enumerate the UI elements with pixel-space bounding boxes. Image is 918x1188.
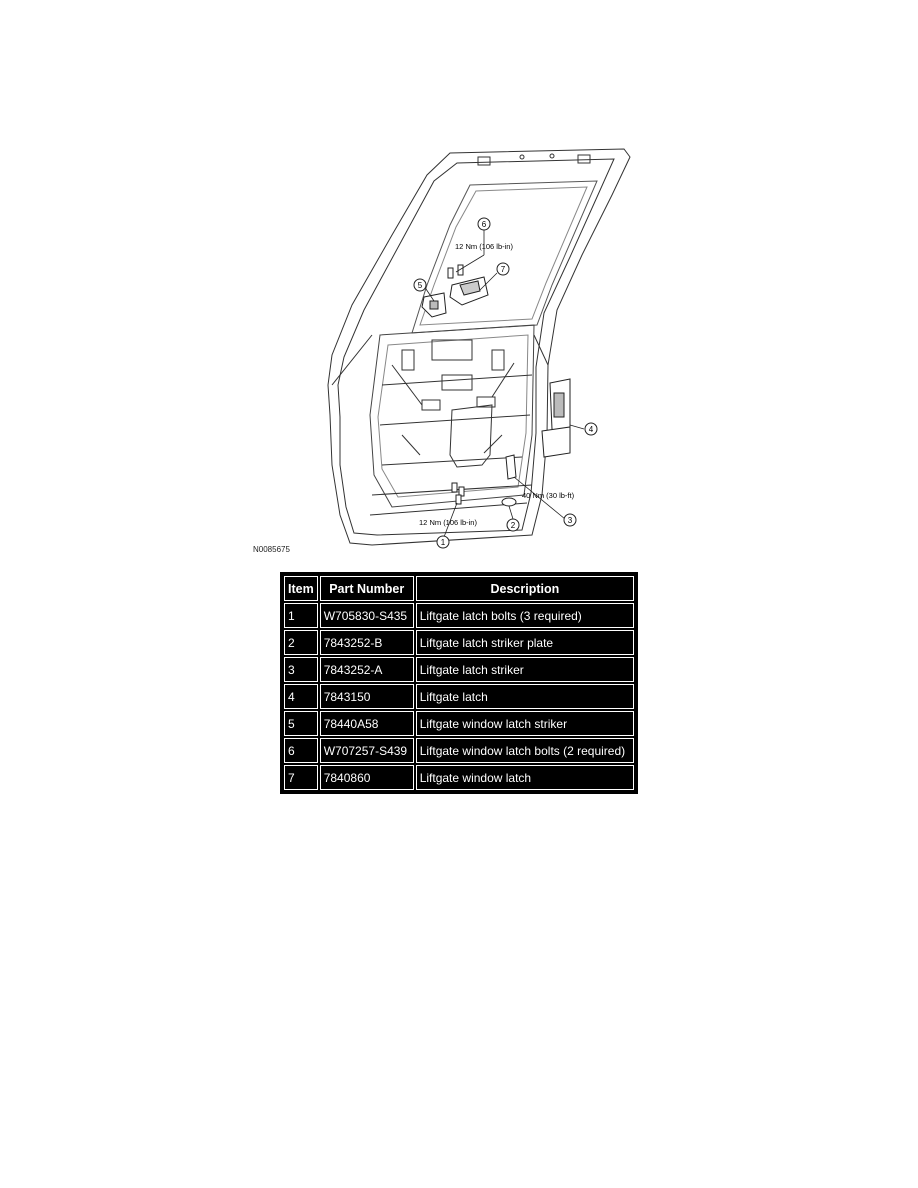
callout-7 <box>497 263 509 275</box>
callout-4 <box>585 423 597 435</box>
svg-text:4: 4 <box>588 425 594 434</box>
callout-6 <box>478 218 490 230</box>
cell-description: Liftgate window latch bolts (2 required) <box>416 738 634 763</box>
table-row <box>284 765 634 790</box>
svg-text:6: 6 <box>481 220 487 229</box>
cell-item: 5 <box>284 711 318 736</box>
table-header-row <box>284 576 634 601</box>
window-latch-part <box>450 277 488 305</box>
cell-part-number: 7840860 <box>320 765 414 790</box>
table-row <box>284 603 634 628</box>
cell-item: 2 <box>284 630 318 655</box>
table-row <box>284 738 634 763</box>
header-description: Description <box>416 576 634 601</box>
callout-1 <box>437 536 449 548</box>
svg-text:3: 3 <box>567 516 573 525</box>
callout-3 <box>564 514 576 526</box>
cell-description: Liftgate window latch striker <box>416 711 634 736</box>
cell-item: 4 <box>284 684 318 709</box>
cell-part-number: W707257-S439 <box>320 738 414 763</box>
table-row <box>284 630 634 655</box>
svg-text:5: 5 <box>417 281 423 290</box>
cell-item: 3 <box>284 657 318 682</box>
cell-description: Liftgate latch bolts (3 required) <box>416 603 634 628</box>
svg-text:1: 1 <box>440 538 446 547</box>
cell-part-number: 7843252-A <box>320 657 414 682</box>
cell-part-number: 7843252-B <box>320 630 414 655</box>
liftgate-illustration <box>252 135 652 565</box>
window-latch-striker-part <box>422 293 446 317</box>
cell-item: 1 <box>284 603 318 628</box>
cell-part-number: 7843150 <box>320 684 414 709</box>
torque-label-window-bolts: 12 Nm (106 lb-in) <box>455 242 513 251</box>
liftgate-diagram <box>252 135 652 565</box>
latch-striker-plate-part <box>502 498 516 506</box>
cell-description: Liftgate window latch <box>416 765 634 790</box>
header-item: Item <box>284 576 318 601</box>
torque-label-latch-bolts: 12 Nm (106 lb-in) <box>419 518 477 527</box>
svg-text:7: 7 <box>500 265 506 274</box>
figure-id: N0085675 <box>253 545 290 554</box>
cell-item: 6 <box>284 738 318 763</box>
cell-description: Liftgate latch <box>416 684 634 709</box>
table-row <box>284 684 634 709</box>
window-latch-bolts-part <box>448 265 463 278</box>
svg-text:2: 2 <box>510 521 516 530</box>
callout-5 <box>414 279 426 291</box>
table-row <box>284 657 634 682</box>
liftgate-latch-part <box>542 379 570 457</box>
cell-part-number: W705830-S435 <box>320 603 414 628</box>
cell-description: Liftgate latch striker plate <box>416 630 634 655</box>
header-part-number: Part Number <box>320 576 414 601</box>
cell-item: 7 <box>284 765 318 790</box>
latch-striker-part <box>506 455 516 479</box>
parts-table <box>280 572 638 794</box>
cell-description: Liftgate latch striker <box>416 657 634 682</box>
table-row <box>284 711 634 736</box>
callout-2 <box>507 519 519 531</box>
torque-label-striker: 40 Nm (30 lb-ft) <box>522 491 575 500</box>
cell-part-number: 78440A58 <box>320 711 414 736</box>
